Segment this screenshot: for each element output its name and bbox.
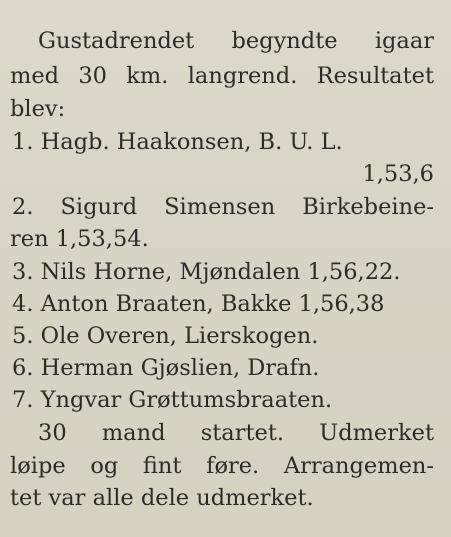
result-4: 4. Anton Braaten, Bakke 1,56,38: [12, 291, 385, 317]
result-7: 7. Yngvar Grøttumsbraaten.: [12, 387, 333, 413]
result-2-line-1: 2. Sigurd Simensen Birkebeine-: [12, 194, 434, 220]
paragraph-intro-line-3: blev:: [10, 96, 66, 122]
result-1-time: 1,53,6: [362, 161, 434, 187]
paragraph-closing-line-3: tet var alle dele udmerket.: [10, 485, 314, 511]
result-6: 6. Herman Gjøslien, Drafn.: [12, 355, 320, 381]
result-1-line-1: 1. Hagb. Haakonsen, B. U. L.: [12, 129, 343, 155]
paragraph-closing-line-2: løipe og fint føre. Arrangemen-: [10, 453, 434, 479]
paragraph-intro-line-2: med 30 km. langrend. Resultatet: [10, 63, 434, 89]
paragraph-closing-line-1: 30 mand startet. Udmerket: [38, 420, 434, 446]
result-5: 5. Ole Overen, Lierskogen.: [12, 323, 319, 349]
paragraph-intro-line-1: Gustadrendet begyndte igaar: [38, 28, 434, 54]
result-3: 3. Nils Horne, Mjøndalen 1,56,22.: [12, 259, 401, 285]
result-2-line-2: ren 1,53,54.: [10, 226, 149, 252]
